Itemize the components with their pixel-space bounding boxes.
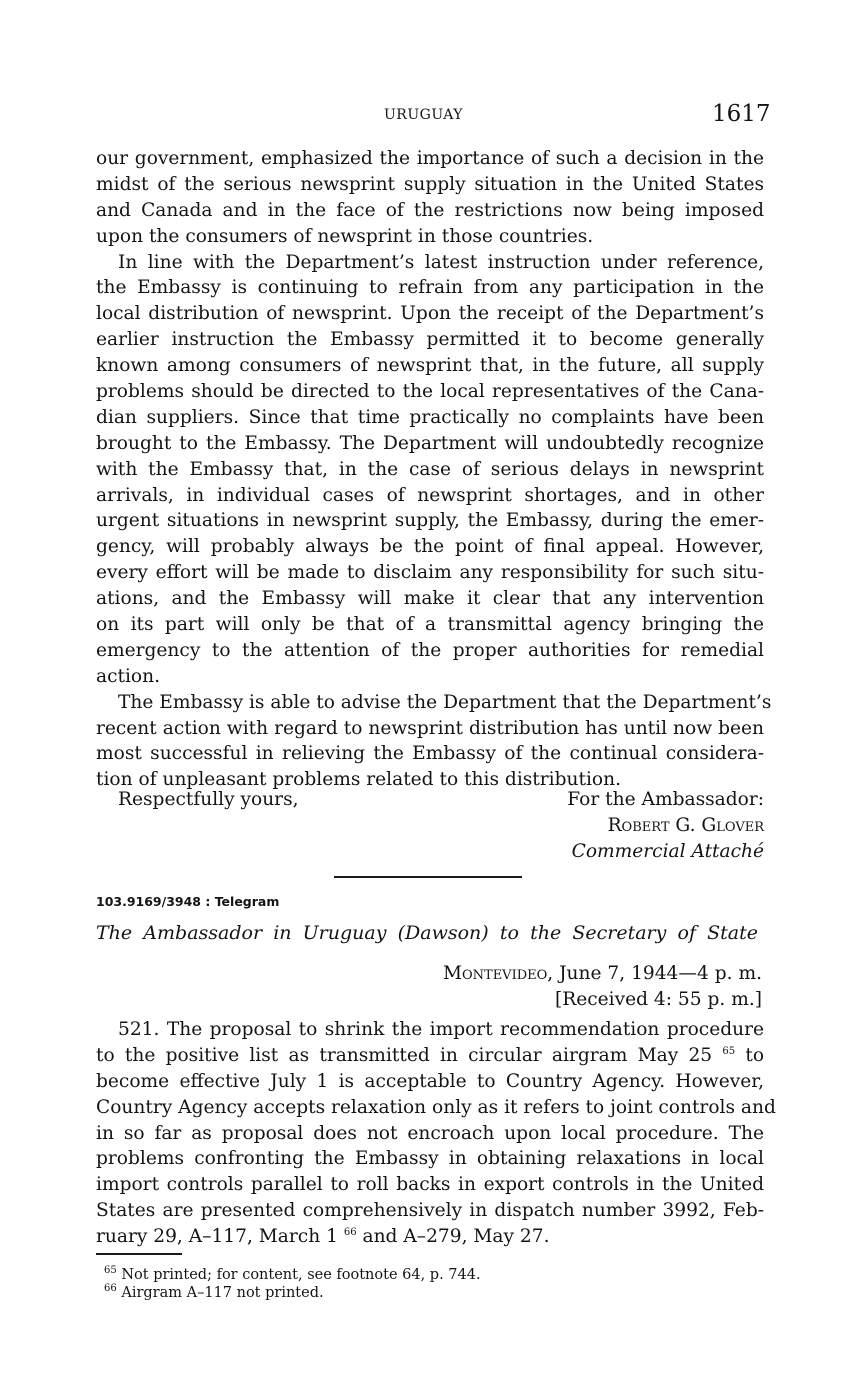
footnote-mark: 66	[104, 1283, 117, 1295]
letter-line: most successful in relieving the Embassy of the continual considera-	[96, 743, 764, 765]
footnote-ref: 66	[343, 1226, 357, 1238]
signature-intro: For the Ambassador:	[567, 789, 764, 810]
letter-line: action.	[96, 665, 160, 687]
dateline	[443, 961, 762, 987]
running-head	[0, 101, 868, 131]
file-reference: 103.9169/3948 : Telegram	[96, 894, 280, 909]
dateline-place: Montevideo	[442, 963, 548, 984]
telegram-line: in so far as proposal does not encroach upon local procedure. The	[96, 1122, 764, 1144]
letter-line: our government, emphasized the importance of such a decision in the	[96, 148, 764, 169]
letter-line: ations, and the Embassy will make it clear that any intervention	[96, 588, 764, 610]
letter-line: tion of unpleasant problems related to this distribution.	[96, 769, 621, 791]
footnote-rule	[96, 1253, 182, 1255]
letter-line: arrivals, in individual cases of newsprint shortages, and in other	[96, 484, 764, 506]
telegram-line: 521. The proposal to shrink the import recommendation procedure	[118, 1019, 764, 1040]
telegram-line: States are presented comprehensively in dispatch number 3992, Feb-	[96, 1200, 764, 1222]
letter-line: The Embassy is able to advise the Department that the Department’s	[118, 691, 772, 713]
footnote-text: Not printed; for content, see footnote 64, p. 744.	[121, 1267, 481, 1283]
letter-line: brought to the Embassy. The Department will undoubtedly recognize	[96, 432, 764, 454]
telegram-line-tail: to	[735, 1044, 765, 1066]
section-divider	[334, 876, 522, 878]
letter-line: upon the consumers of newsprint in those countries.	[96, 225, 594, 247]
letter-line: every effort will be made to disclaim any responsibility for such situ-	[96, 562, 764, 584]
letter-line: In line with the Department’s latest instruction under reference,	[118, 251, 764, 273]
telegram-line-text: to the positive list as transmitted in circular airgram May 25	[96, 1044, 713, 1066]
complimentary-close: Respectfully yours,	[118, 789, 299, 810]
telegram-line	[96, 1224, 764, 1250]
received-time: [Received 4: 55 p. m.]	[554, 989, 762, 1010]
footnote-text: Airgram A–117 not printed.	[121, 1285, 324, 1301]
telegram-line: become effective July 1 is acceptable to Country Agency. However,	[96, 1070, 764, 1092]
letter-closing	[96, 787, 764, 865]
telegram-body	[96, 1017, 776, 1250]
letter-line: urgent situations in newsprint supply, the Embassy, during the emer-	[96, 510, 764, 532]
footnote	[104, 1284, 481, 1302]
letter-body	[96, 146, 772, 793]
telegram-line: problems confronting the Embassy in obtaining relaxations in local	[96, 1148, 764, 1170]
letter-line: local distribution of newsprint. Upon the receipt of the Department’s	[96, 303, 764, 325]
footnote-mark: 65	[104, 1265, 117, 1277]
footnotes	[104, 1266, 481, 1302]
letter-line: midst of the serious newsprint supply situation in the United States	[96, 173, 764, 195]
telegram-line	[96, 1043, 764, 1069]
telegram-line: import controls parallel to roll backs in export controls in the United	[96, 1174, 764, 1196]
letter-line: on its part will only be that of a transmittal agency bringing the	[96, 614, 764, 636]
telegram-line-text: ruary 29, A–117, March 1	[96, 1226, 338, 1248]
letter-line: gency, will probably always be the point of final appeal. However,	[96, 536, 764, 558]
letter-line: emergency to the attention of the proper authorities for remedial	[96, 639, 764, 661]
telegram-line-tail: and A–279, May 27.	[356, 1226, 550, 1248]
letter-line: dian suppliers. Since that time practically no complaints have been	[96, 406, 764, 428]
signer-name: Robert G. Glover	[607, 815, 764, 836]
signer-title: Commercial Attaché	[571, 841, 764, 862]
letter-line: problems should be directed to the local representatives of the Cana-	[96, 381, 764, 403]
letter-line: with the Embassy that, in the case of serious delays in newsprint	[96, 458, 764, 480]
letter-line: known among consumers of newsprint that, in the future, all supply	[96, 355, 764, 377]
letter-line: the Embassy is continuing to refrain from any participation in the	[96, 277, 764, 299]
dateline-date: , June 7, 1944—4 p. m.	[547, 963, 762, 984]
letter-line: and Canada and in the face of the restrictions now being imposed	[96, 199, 764, 221]
page-number: 1617	[712, 101, 771, 127]
letter-line: recent action with regard to newsprint distribution has until now been	[96, 717, 764, 739]
telegram-line: Country Agency accepts relaxation only as it refers to joint controls and	[96, 1096, 776, 1118]
running-head-title: URUGUAY	[384, 107, 463, 123]
footnote-ref: 65	[722, 1045, 736, 1057]
document-title: The Ambassador in Uruguay (Dawson) to the Secretary of State	[96, 922, 758, 944]
footnote	[104, 1266, 481, 1284]
letter-line: earlier instruction the Embassy permitted it to become generally	[96, 329, 764, 351]
